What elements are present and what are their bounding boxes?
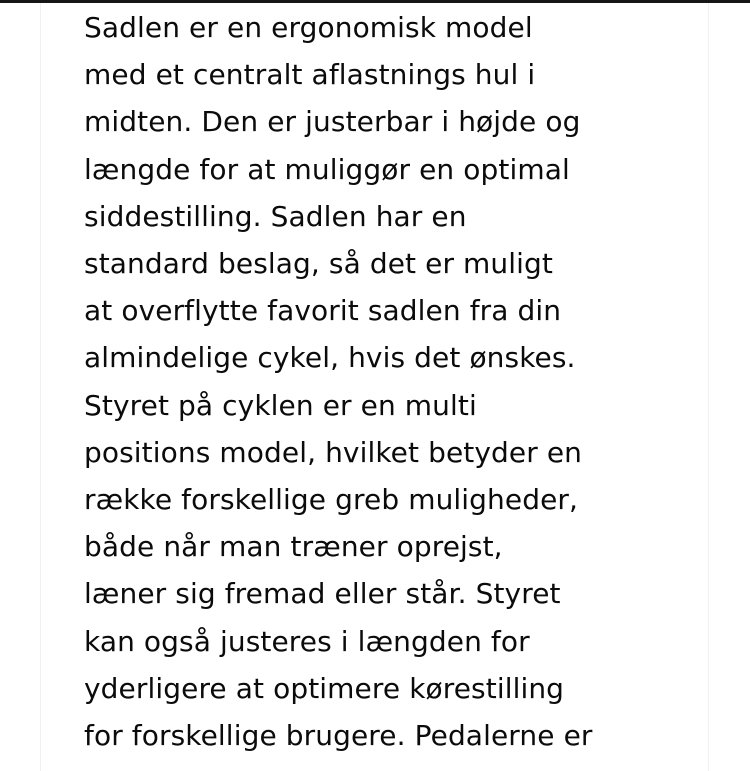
description-line: Styret på cyklen er en multi — [84, 388, 477, 422]
description-line: både når man træner oprejst, — [84, 530, 503, 564]
description-line: midten. Den er justerbar i højde og — [84, 105, 581, 139]
description-line: yderligere at optimere kørestilling — [84, 671, 565, 705]
description-line: at overflytte favorit sadlen fra din — [84, 294, 562, 328]
description-line: læner sig fremad eller står. Styret — [84, 577, 561, 611]
description-line: almindelige cykel, hvis det ønskes. — [84, 341, 576, 375]
product-description — [84, 4, 684, 759]
description-line: for forskellige brugere. Pedalerne er — [84, 719, 593, 753]
description-line: Sadlen er en ergonomisk model — [84, 11, 533, 44]
description-line: positions model, hvilket betyder en — [84, 435, 583, 469]
content-panel — [40, 3, 709, 771]
description-line: kan også justeres i længden for — [84, 624, 530, 658]
description-line: standard beslag, så det er muligt — [84, 247, 553, 281]
description-line: siddestilling. Sadlen har en — [84, 199, 467, 233]
description-line: række forskellige greb muligheder, — [84, 483, 579, 517]
description-line: længde for at muliggør en optimal — [84, 152, 570, 186]
description-line: med et centralt aflastnings hul i — [84, 58, 536, 92]
